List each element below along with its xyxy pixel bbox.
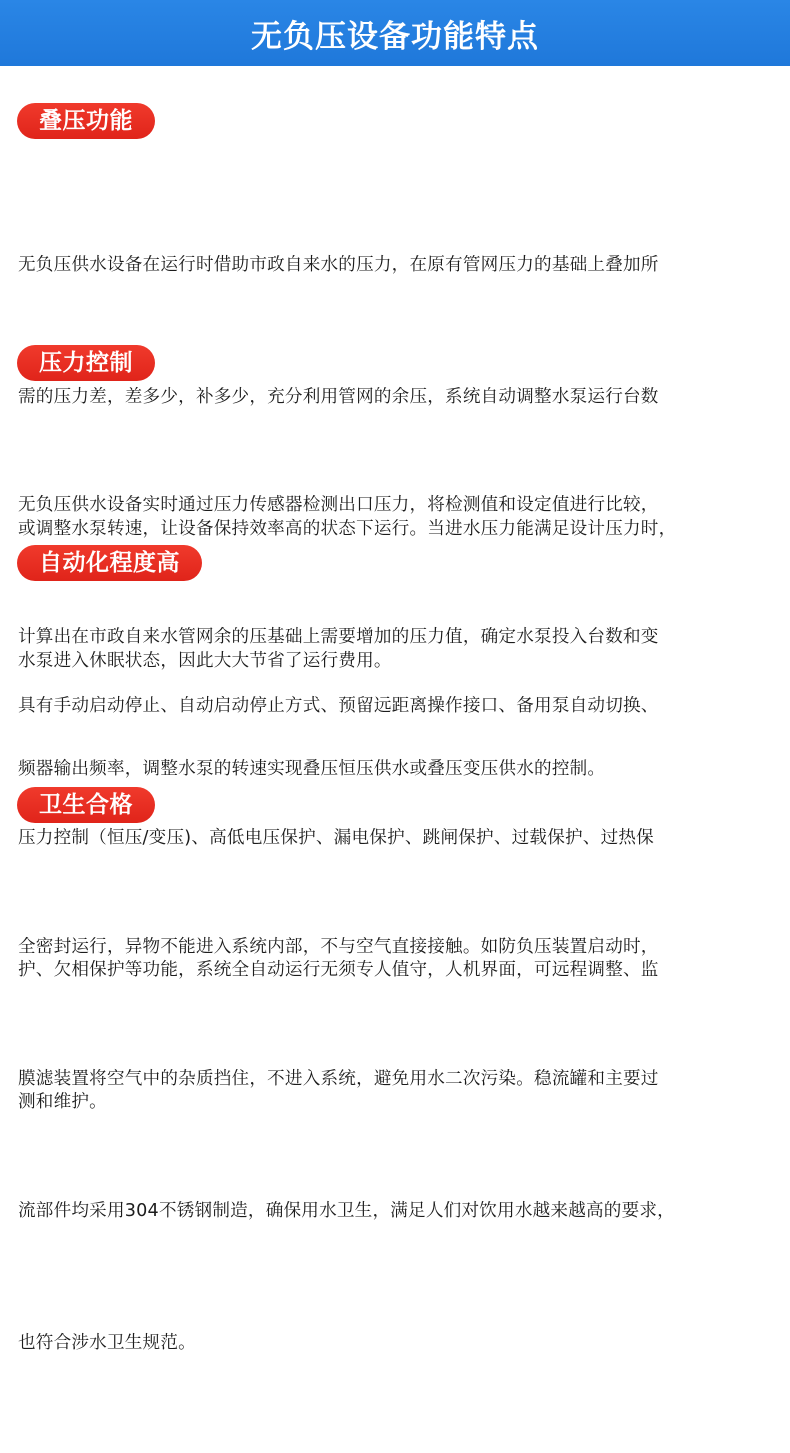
body-line: 或调整水泵转速，让设备保持效率高的状态下运行。当进水压力能满足设计压力时，: [18, 519, 677, 539]
body-line: 需的压力差，差多少，补多少，充分利用管网的余压，系统自动调整水泵运行台数: [18, 387, 659, 407]
body-line: 流部件均采用304不锈钢制造，确保用水卫生，满足人们对饮用水越来越高的要求，: [18, 1201, 675, 1221]
body-line: 无负压供水设备在运行时借助市政自来水的压力，在原有管网压力的基础上叠加所: [18, 255, 659, 275]
body-line: 也符合涉水卫生规范。: [18, 1333, 196, 1353]
page-header: [0, 0, 790, 66]
body-line: 测和维护。: [18, 1092, 107, 1112]
body-line: 全密封运行，异物不能进入系统内部，不与空气直接接触。如防负压装置启动时，: [18, 937, 659, 957]
page-title: 无负压设备功能特点: [251, 18, 539, 55]
body-line: 护、欠相保护等功能，系统全自动运行无须专人值守，人机界面，可远程调整、监: [18, 960, 659, 980]
body-line: 水泵进入休眠状态，因此大大节省了运行费用。: [18, 651, 392, 671]
section-badge: 叠压功能: [17, 103, 155, 139]
section-badge: 压力控制: [17, 345, 155, 381]
body-line: 频器输出频率，调整水泵的转速实现叠压恒压供水或叠压变压供水的控制。: [18, 759, 606, 779]
body-line: 压力控制（恒压/变压)、高低电压保护、漏电保护、跳闸保护、过载保护、过热保: [18, 828, 654, 848]
body-line: 计算出在市政自来水管网余的压基础上需要增加的压力值，确定水泵投入台数和变: [18, 627, 659, 647]
section-badge: 卫生合格: [17, 787, 155, 823]
body-line: 无负压供水设备实时通过压力传感器检测出口压力，将检测值和设定值进行比较，: [18, 495, 659, 515]
section-body: [18, 837, 778, 1453]
section-badge: 自动化程度高: [17, 545, 202, 581]
body-line: 膜滤装置将空气中的杂质挡住，不进入系统，避免用水二次污染。稳流罐和主要过: [18, 1069, 659, 1089]
body-line: 具有手动启动停止、自动启动停止方式、预留远距离操作接口、备用泵自动切换、: [18, 696, 659, 716]
